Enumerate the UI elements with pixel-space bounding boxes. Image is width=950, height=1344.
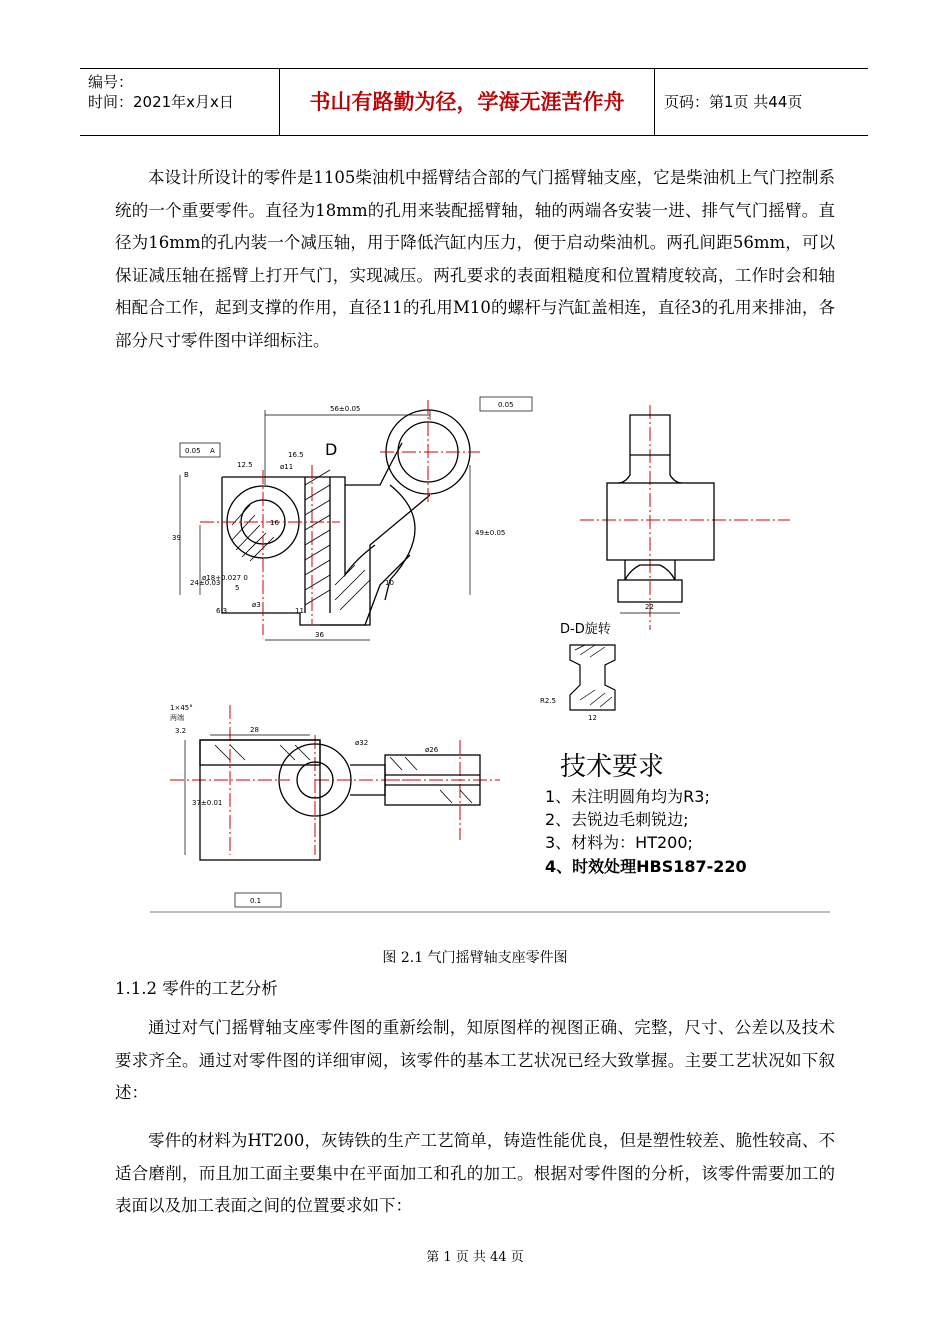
tech-title: 技术要求 [560, 752, 665, 782]
dim-16: 16 [270, 519, 279, 527]
datum-b: B [184, 471, 189, 479]
dim-chamfer: 1×45° [170, 704, 193, 712]
tol-1: 0.05 [185, 447, 201, 455]
dim-both-ends: 两端 [170, 714, 184, 722]
dim-56: 56±0.05 [330, 405, 361, 413]
dim-3: ø3 [252, 601, 261, 609]
section-label: D-D旋转 [560, 622, 611, 637]
dim-26: ø26 [425, 746, 439, 754]
figure-caption: 图 2.1 气门摇臂轴支座零件图 [382, 950, 568, 966]
intro-paragraph: 本设计所设计的零件是1105柴油机中摇臂结合部的气门摇臂轴支座，它是柴油机上气门控制系统的一个重要零件。直径为18mm的孔用来装配摇臂轴，轴的两端各安装一进、排气气门摇臂。直径为16mm的孔内装一个减压轴，用于降低汽缸内压力，便于启动柴油机。两孔间距56mm，可以保证减压轴在摇臂上打开气门，实现减压。两孔要求的表面粗糙度和位置精度较高，工作时会和轴相配合工作，起到支撑的作用，直径11的孔用M10的螺杆与汽缸盖相连，直径3的孔用来排油，各部分尺寸零件图中详细标注。 [115, 168, 835, 350]
dim-11: ø11 [280, 463, 294, 471]
dim-12: 12 [588, 714, 597, 722]
body-paragraph-1: 通过对气门摇臂轴支座零件图的重新绘制，知原图样的视图正确、完整，尺寸、公差以及技术要求齐全。通过对零件图的详细审阅，该零件的基本工艺状况已经大致掌握。主要工艺状况如下叙述： [115, 1018, 835, 1102]
rough-6-3: 6.3 [216, 607, 228, 615]
section-heading: 1.1.2 零件的工艺分析 [115, 979, 278, 998]
tech-item-1: 1、未注明圆角均为R3; [545, 787, 710, 806]
dim-37: 37±0.01 [192, 799, 223, 807]
dim-49: 49±0.05 [475, 529, 506, 537]
dim-5: 5 [235, 584, 240, 592]
rough-12-5: 12.5 [237, 461, 253, 469]
dim-24: 24±0.03 [190, 579, 221, 587]
header-motto: 书山有路勤为径，学海无涯苦作舟 [280, 69, 655, 135]
header-meta [80, 69, 280, 135]
header-page-info: 页码：第1页 共44页 [664, 93, 803, 111]
doc-date-label: 时间：2021年x月x日 [88, 93, 234, 111]
dim-10: 10 [385, 579, 394, 587]
tol-2: 0.05 [498, 401, 514, 409]
tech-item-3: 3、材料为：HT200; [545, 833, 693, 852]
doc-number-label: 编号： [88, 73, 134, 91]
tech-item-4: 4、时效处理HBS187-220 [545, 857, 747, 876]
dim-36: 36 [315, 631, 324, 639]
dim-r25: R2.5 [540, 697, 556, 705]
dim-32: ø32 [355, 739, 369, 747]
part-drawing [140, 385, 840, 915]
tol-3: 0.1 [250, 897, 262, 905]
dim-11b: 11 [295, 607, 304, 615]
datum-d: D [325, 440, 338, 459]
dim-22: 22 [645, 603, 654, 611]
body-paragraph-2: 零件的材料为HT200，灰铸铁的生产工艺简单，铸造性能优良，但是塑性较差、脆性较高、不适合磨削，而且加工面主要集中在平面加工和孔的加工。根据对零件图的分析，该零件需要加工的表面以及加工表面之间的位置要求如下： [115, 1131, 835, 1215]
dim-16-5: 16.5 [288, 451, 304, 459]
dim-18: ø18+0.027 0 [202, 574, 248, 582]
front-view-outline [222, 443, 430, 625]
side-view-body [607, 483, 714, 560]
tech-item-2: 2、去锐边毛刺锐边; [545, 810, 689, 829]
datum-a: A [210, 447, 215, 455]
page-footer: 第 1 页 共 44 页 [426, 1250, 524, 1265]
dim-39: 39 [172, 534, 181, 542]
document-header [80, 68, 868, 136]
rough-3-2: 3.2 [175, 727, 187, 735]
dim-28: 28 [250, 726, 259, 734]
